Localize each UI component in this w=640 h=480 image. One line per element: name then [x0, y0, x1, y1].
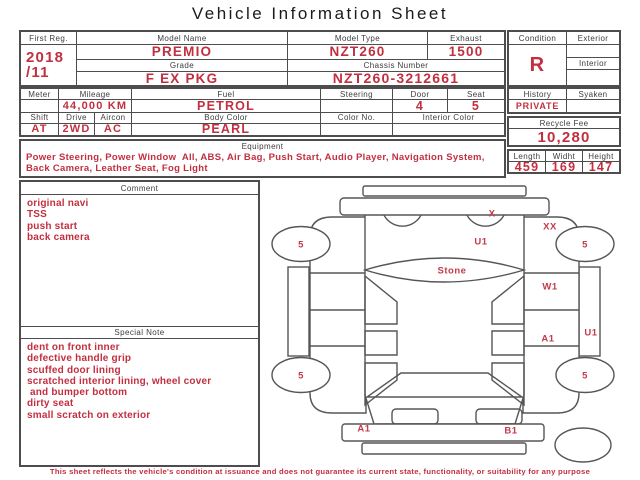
aircon-label: Aircon	[95, 113, 131, 123]
damage-mark-b1: B1	[504, 425, 518, 437]
body-color-label: Body Color	[132, 113, 320, 123]
history-value: PRIVATE	[509, 100, 566, 112]
model-type-value: NZT260	[288, 45, 427, 59]
shift-label: Shift	[21, 113, 58, 123]
equipment-box	[19, 139, 506, 178]
model-name-label: Model Name	[77, 32, 287, 44]
interior-value	[567, 70, 619, 85]
body-color-value: PEARL	[132, 124, 320, 136]
interior-label: Interior	[567, 58, 619, 69]
model-type-label: Model Type	[288, 32, 427, 44]
notes-box	[19, 180, 260, 467]
grade-value: F EX PKG	[77, 72, 287, 86]
damage-mark-5: 5	[298, 239, 304, 251]
mileage-label: Mileage	[59, 89, 131, 99]
dimensions-box	[507, 149, 621, 174]
damage-mark-u1: U1	[584, 327, 598, 339]
special-note-text: dent on front inner defective handle grip scuffed door lining scratched interior lining, wheel cover and bumper bottom dirty seat small scratch on exterior	[27, 342, 212, 421]
condition-value: R	[509, 45, 566, 85]
interior-color-value	[393, 124, 504, 136]
grade-label: Grade	[77, 60, 287, 71]
exterior-label: Exterior	[567, 32, 619, 44]
car-damage-diagram	[266, 183, 640, 475]
comment-label: Comment	[21, 182, 258, 195]
page-title: Vehicle Information Sheet	[191, 4, 449, 23]
vehicle-top-table	[19, 30, 506, 87]
drive-label: Drive	[59, 113, 94, 123]
exterior-value	[567, 45, 619, 57]
recycle-fee-label: Recycle Fee	[509, 118, 619, 128]
spec-table	[19, 87, 506, 137]
model-name-value: PREMIO	[77, 45, 287, 59]
meter-label: Meter	[21, 89, 58, 99]
recycle-fee-value: 10,280	[509, 129, 619, 145]
interior-color-label: Interior Color	[393, 113, 504, 123]
chassis-number-label: Chassis Number	[288, 60, 504, 71]
damage-mark-5: 5	[582, 239, 588, 251]
equipment-text: Power Steering, Power Window All, ABS, Air Bag, Push Start, Audio Player, Navigation System, Back Camera, Leather Seat, Fog Light	[26, 152, 488, 175]
syaken-value	[567, 100, 619, 112]
fuel-value: PETROL	[132, 100, 320, 112]
exhaust-label: Exhaust	[428, 32, 504, 44]
steering-label: Steering	[321, 89, 392, 99]
color-no-label: Color No.	[321, 113, 392, 123]
shift-value: AT	[21, 124, 58, 136]
chassis-number-value: NZT260-3212661	[288, 72, 504, 86]
damage-mark-5: 5	[582, 370, 588, 382]
damage-mark-5: 5	[298, 370, 304, 382]
comment-text: original navi TSS push start back camera	[27, 198, 90, 243]
history-label: History	[509, 89, 566, 99]
syaken-label: Syaken	[567, 89, 619, 99]
height-label: Height	[583, 151, 619, 161]
aircon-value: AC	[95, 124, 131, 136]
condition-box	[507, 30, 621, 87]
mileage-value: 44,000 KM	[59, 100, 131, 112]
seat-value: 5	[448, 100, 504, 112]
width-label: Widht	[546, 151, 582, 161]
disclaimer-text: This sheet reflects the vehicle's condition at issuance and does not guarantee its current state, functionality, or suitability for any purpose	[49, 467, 591, 476]
condition-label: Condition	[509, 32, 566, 44]
exhaust-value: 1500	[428, 45, 504, 59]
first-reg-label: First Reg.	[21, 32, 76, 44]
special-note-label: Special Note	[21, 326, 258, 339]
length-value: 459	[509, 162, 545, 172]
height-value: 147	[583, 162, 619, 172]
equipment-label: Equipment	[241, 142, 284, 151]
meter-value	[21, 100, 58, 112]
width-value: 169	[546, 162, 582, 172]
damage-mark-a1: A1	[541, 333, 555, 345]
damage-mark-a1: A1	[357, 423, 371, 435]
damage-mark-stone: Stone	[437, 265, 467, 277]
length-label: Length	[509, 151, 545, 161]
first-reg-value: 2018 /11	[21, 45, 76, 85]
damage-mark-x: X	[488, 208, 496, 220]
damage-mark-u1: U1	[474, 236, 488, 248]
seat-label: Seat	[448, 89, 504, 99]
fuel-label: Fuel	[132, 89, 320, 99]
history-box	[507, 87, 621, 114]
color-no-value	[321, 124, 392, 136]
steering-value	[321, 100, 392, 112]
recycle-fee-box	[507, 116, 621, 147]
damage-mark-w1: W1	[542, 281, 558, 293]
drive-value: 2WD	[59, 124, 94, 136]
damage-mark-xx: XX	[543, 221, 557, 233]
door-value: 4	[393, 100, 447, 112]
damage-marks-layer	[266, 183, 640, 475]
door-label: Door	[393, 89, 447, 99]
